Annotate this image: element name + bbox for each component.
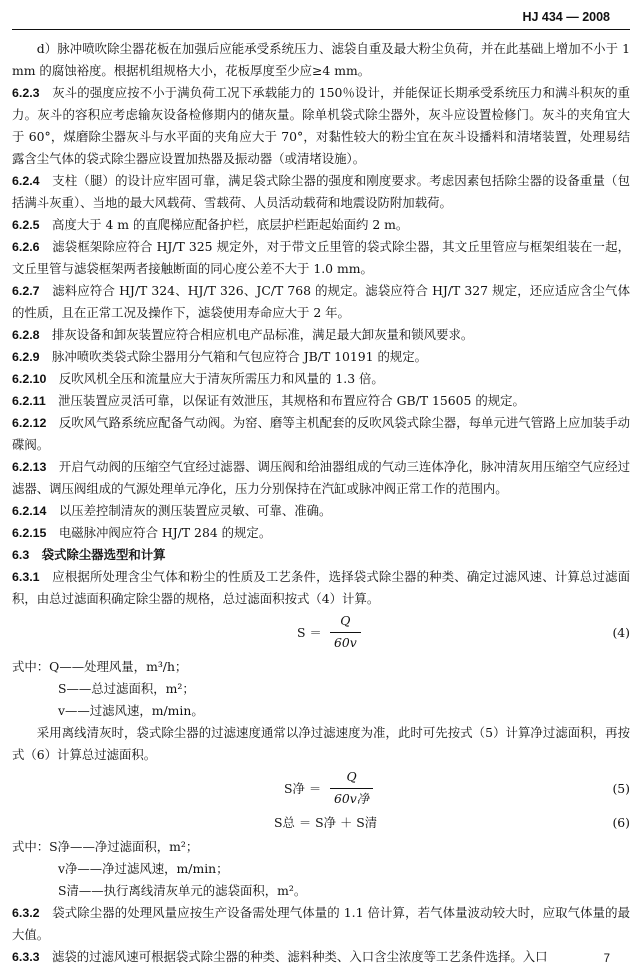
clause-number: 6.2.3 [12,86,40,100]
standard-code-header: HJ 434 — 2008 [522,10,610,24]
clause-text: 袋式除尘器的处理风量应按生产设备需处理气体量的 1.1 倍计算，若气体量波动较大时，应取气体量的最大值。 [12,905,630,942]
equation-fraction [330,766,373,809]
clause-6-2-6 [12,236,630,280]
clause-text: 应根据所处理含尘气体和粉尘的性质及工艺条件，选择袋式除尘器的种类、确定过滤风速、计算总过滤面积，由总过滤面积确定除尘器的规格，总过滤面积按式（4）计算。 [12,569,630,606]
clause-number: 6.2.5 [12,218,40,232]
definition-row [12,836,630,858]
clause-text: 高度大于 4 m 的直爬梯应配备护栏，底层护栏距起始面约 2 m。 [51,217,409,232]
clause-text: 反吹风气路系统应配备气动阀。为窑、磨等主机配套的反吹风袋式除尘器，每单元进气管路上应加装手动碟阀。 [12,415,631,452]
clause-6-2-9 [12,346,630,368]
section-title: 袋式除尘器选型和计算 [41,547,166,562]
definition-text: S净——净过滤面积，m²； [49,839,199,854]
clause-text: 灰斗的强度应按不小于满负荷工况下承载能力的 150％设计，并能保证长期承受系统压力和满斗积灰的重力。灰斗的容积应考虑输灰设备检修期内的储灰量。除单机袋式除尘器外，灰斗应设置检修门。灰斗的夹角宜大于 60°，煤磨除尘器灰斗与水平面的夹角应大于 70°，对黏性较大的粉尘宜在灰斗设播料和清堵装置，处理易结露含尘气体的袋式除尘器应设置加热器及振动器（或清堵设施）。 [12,85,631,166]
clause-6-2-13 [12,456,630,500]
equation-lhs: S净 ＝ [284,781,322,796]
clause-number: 6.2.9 [12,350,40,364]
clause-6-2-4 [12,170,630,214]
definition-text: Q——处理风量，m³/h； [49,659,188,674]
clause-6-2-7 [12,280,630,324]
clause-text: 支柱（腿）的设计应牢固可靠，满足袋式除尘器的强度和刚度要求。考虑因素包括除尘器的设备重量（包括满斗灰重）、当地的最大风载荷、雪载荷、人员活动载荷和地震设防附加载荷。 [12,173,630,210]
clause-text: 反吹风机全压和流量应大于清灰所需压力和风量的 1.3 倍。 [58,371,384,386]
clause-text: 滤袋的过滤风速可根据袋式除尘器的种类、滤料种类、入口含尘浓度等工艺条件选择。入口 [51,949,548,964]
definition-row: S——总过滤面积，m²； [58,681,195,696]
equation-6 [12,812,630,836]
clause-6-2-3 [12,82,630,170]
equation-number: (5) [612,781,630,796]
fraction-numerator: Q [340,613,351,628]
clause-text: 电磁脉冲阀应符合 HJ/T 284 的规定。 [58,525,272,540]
header-rule [12,29,630,30]
section-6-3-heading [12,544,630,566]
clause-number: 6.2.13 [12,460,47,474]
clause-6-2-11 [12,390,630,412]
fraction-numerator: Q [346,769,357,784]
clause-text: 滤料应符合 HJ/T 324、HJ/T 326、JC/T 768 的规定。滤袋应符合 HJ/T 327 规定，还应适应含尘气体的性质，且在正常工况及操作下，滤袋使用寿命应大于 2 年。 [12,283,630,320]
equation-lhs: S ＝ [297,625,322,640]
clause-number: 6.3.1 [12,570,40,584]
clause-6-2-8 [12,324,630,346]
equation-fraction [330,610,361,653]
clause-6-3-3 [12,946,630,968]
clause-text: 开启气动阀的压缩空气宜经过滤器、调压阀和给油器组成的气动三连体净化，脉冲清灰用压缩空气应经过滤器、调压阀组成的气源处理单元净化，压力分别保持在汽缸或脉冲阀正常工作的范围内。 [12,459,631,496]
clause-6-3-2 [12,902,630,946]
document-body [12,38,630,968]
clause-number: 6.3.3 [12,950,40,964]
clause-6-2-12 [12,412,630,456]
clause-6-2-14 [12,500,630,522]
clause-number: 6.2.11 [12,394,46,408]
item-d: d）脉冲喷吹除尘器花板在加强后应能承受系统压力、滤袋自重及最大粉尘负荷，并在此基础上增加不小于 1 mm 的腐蚀裕度。根据机组规格大小，花板厚度至少应≥4 mm。 [12,41,630,78]
clause-number: 6.2.8 [12,328,40,342]
clause-number: 6.2.7 [12,284,40,298]
variable-definitions-1 [12,656,630,722]
equation-4 [12,610,630,656]
clause-number: 6.2.14 [12,504,47,518]
clause-6-2-5 [12,214,630,236]
clause-6-2-15 [12,522,630,544]
clause-text: 脉冲喷吹类袋式除尘器用分气箱和气包应符合 JB/T 10191 的规定。 [51,349,428,364]
clause-number: 6.2.6 [12,240,40,254]
equation-body: S总 ＝ S净 ＋ S清 [274,815,378,830]
clause-text: 排灰设备和卸灰装置应符合相应机电产品标准，满足最大卸灰量和锁风要求。 [51,327,474,342]
variable-definitions-2 [12,836,630,902]
clause-text: 以压差控制清灰的测压装置应灵敏、可靠、准确。 [58,503,332,518]
section-number: 6.3 [12,548,30,562]
clause-6-3-1 [12,566,630,610]
offline-cleaning-paragraph: 采用离线清灰时，袋式除尘器的过滤速度通常以净过滤速度为准，此时可先按式（5）计算净过滤面积，再按式（6）计算总过滤面积。 [12,725,630,762]
clause-text: 泄压装置应灵活可靠，以保证有效泄压，其规格和布置应符合 GB/T 15605 的规定。 [58,393,525,408]
clause-number: 6.3.2 [12,906,40,920]
equation-number: (4) [612,625,630,640]
clause-number: 6.2.15 [12,526,47,540]
definition-row: S清——执行离线清灰单元的滤袋面积，m²。 [58,883,307,898]
clause-number: 6.2.10 [12,372,47,386]
where-lead: 式中： [12,839,50,854]
equation-number: (6) [612,815,630,830]
fraction-denominator: 60v [330,632,361,653]
clause-text: 滤袋框架除应符合 HJ/T 325 规定外，对于带文丘里管的袋式除尘器，其文丘里管应与框架组装在一起，文丘里管与滤袋框架两者接触断面的同心度公差不大于 1.0 mm。 [12,239,631,276]
definition-row: v——过滤风速，m/min。 [58,703,204,718]
where-lead: 式中： [12,659,50,674]
clause-6-2-10 [12,368,630,390]
definition-row [12,656,630,678]
equation-5 [12,766,630,812]
clause-number: 6.2.4 [12,174,40,188]
page-number: 7 [603,953,610,965]
fraction-denominator: 60v净 [330,788,373,809]
clause-number: 6.2.12 [12,416,47,430]
definition-row: v净——净过滤风速，m/min； [58,861,229,876]
